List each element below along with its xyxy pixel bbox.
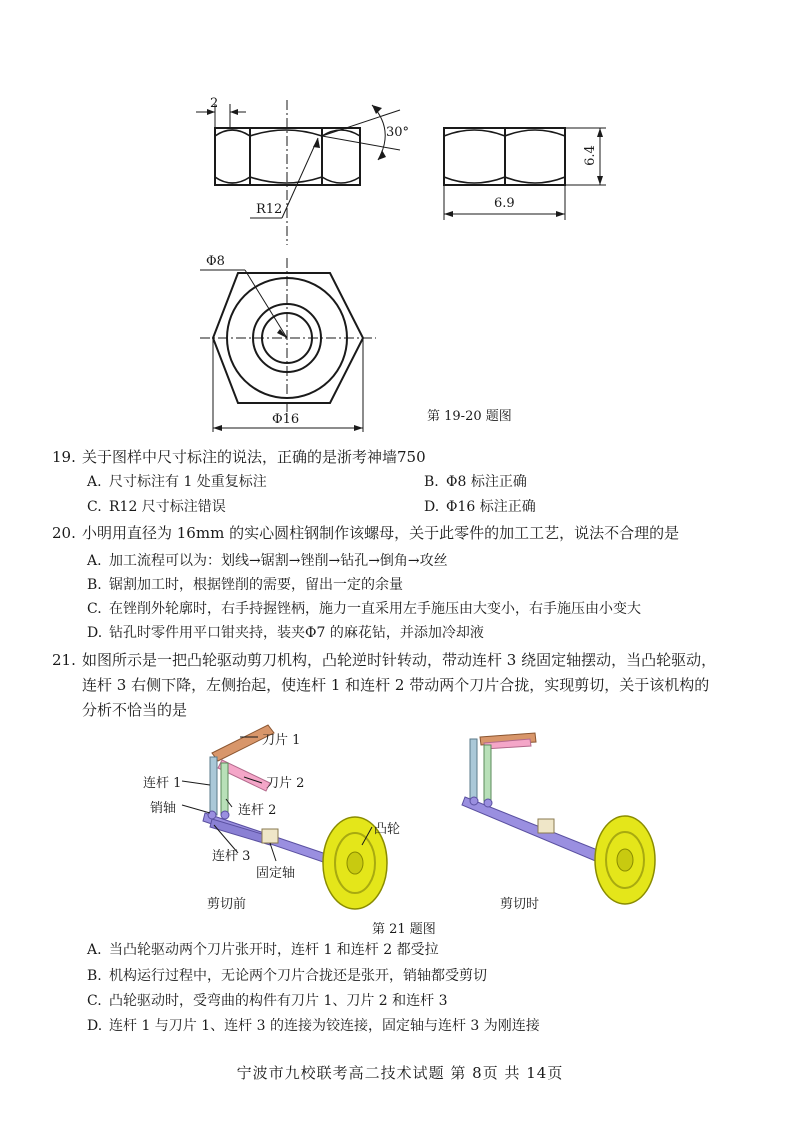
caption-before-cut: 剪切前 [207,897,247,912]
label-blade-2: 刀片 2 [266,776,305,791]
question-number: 21. [52,651,76,669]
question-19-stem [52,446,426,468]
dim-r12-label: R12 [256,202,283,217]
question-21-stem [52,649,716,671]
link-2 [221,763,228,815]
q21-option-b[interactable]: B. 机构运行过程中，无论两个刀片合拢还是张开，销轴都受剪切 [87,968,487,984]
label-link-1: 连杆 1 [143,776,182,791]
label-link-3: 连杆 3 [212,849,251,864]
mechanism-before-cut [203,725,387,909]
question-20-stem [52,522,679,544]
dim-6-4-label: 6.4 [582,145,598,166]
mechanism-during-cut [462,733,655,904]
q21-option-c[interactable]: C. 凸轮驱动时，受弯曲的构件有刀片 1、刀片 2 和连杆 3 [87,993,448,1009]
label-blade-1: 刀片 1 [262,733,301,748]
question-21-stem-line-2: 连杆 3 右侧下降，左侧抬起，使连杆 1 和连杆 2 带动两个刀片合拢，实现剪切，关于该机构的 [82,676,710,694]
q19-option-c[interactable]: C. R12 尺寸标注错误 [87,499,226,515]
question-text: 关于图样中尺寸标注的说法，正确的是浙考神墙750 [82,448,426,466]
q21-option-a[interactable]: A. 当凸轮驱动两个刀片张开时，连杆 1 和连杆 2 都受拉 [87,942,439,958]
dim-6-9-label: 6.9 [494,196,515,211]
dim-30-label: 30° [386,125,410,140]
dim-2-label: 2 [210,96,219,111]
q19-option-d[interactable]: D. Φ16 标注正确 [424,499,536,515]
question-text: 小明用直径为 16mm 的实心圆柱钢制作该螺母，关于此零件的加工工艺，说法不合理的是 [82,524,680,542]
nut-technical-drawing [0,0,800,440]
label-cam: 凸轮 [374,822,401,837]
q20-option-a[interactable]: A. 加工流程可以为：划线→锯割→锉削→钻孔→倒角→攻丝 [87,553,448,569]
dim-phi16-label: Φ16 [272,412,300,427]
fixed-axis [262,829,278,843]
page-footer: 宁波市九校联考高二技术试题 第 8页 共 14页 [236,1064,564,1082]
question-text-line-1: 如图所示是一把凸轮驱动剪刀机构，凸轮逆时针转动，带动连杆 3 绕固定轴摆动，当凸轮驱动， [82,651,717,669]
question-number: 19. [52,448,76,466]
q20-option-d[interactable]: D. 钻孔时零件用平口钳夹持，装夹Φ7 的麻花钻，并添加冷却液 [87,625,484,641]
question-number: 20. [52,524,76,542]
label-pin: 销轴 [150,801,177,816]
label-fixed-axis: 固定轴 [256,866,296,881]
q19-option-a[interactable]: A. 尺寸标注有 1 处重复标注 [87,474,267,490]
q21-option-d[interactable]: D. 连杆 1 与刀片 1、连杆 3 的连接为铰连接，固定轴与连杆 3 为刚连接 [87,1018,540,1034]
figure-21-caption: 第 21 题图 [372,922,436,937]
link-1 [210,757,217,815]
q20-option-b[interactable]: B. 锯割加工时，根据锉削的需要，留出一定的余量 [87,577,403,593]
q19-option-b[interactable]: B. Φ8 标注正确 [424,474,527,490]
caption-during-cut: 剪切时 [500,897,540,912]
q20-option-c[interactable]: C. 在锉削外轮廓时，右手持握锉柄，施力一直采用左手施压由大变小，右手施压由小变大 [87,601,641,617]
question-21-stem-line-3: 分析不恰当的是 [82,701,188,719]
figure-19-20-caption: 第 19-20 题图 [427,409,512,424]
dim-phi8-label: Φ8 [206,254,225,269]
label-link-2: 连杆 2 [238,803,277,818]
